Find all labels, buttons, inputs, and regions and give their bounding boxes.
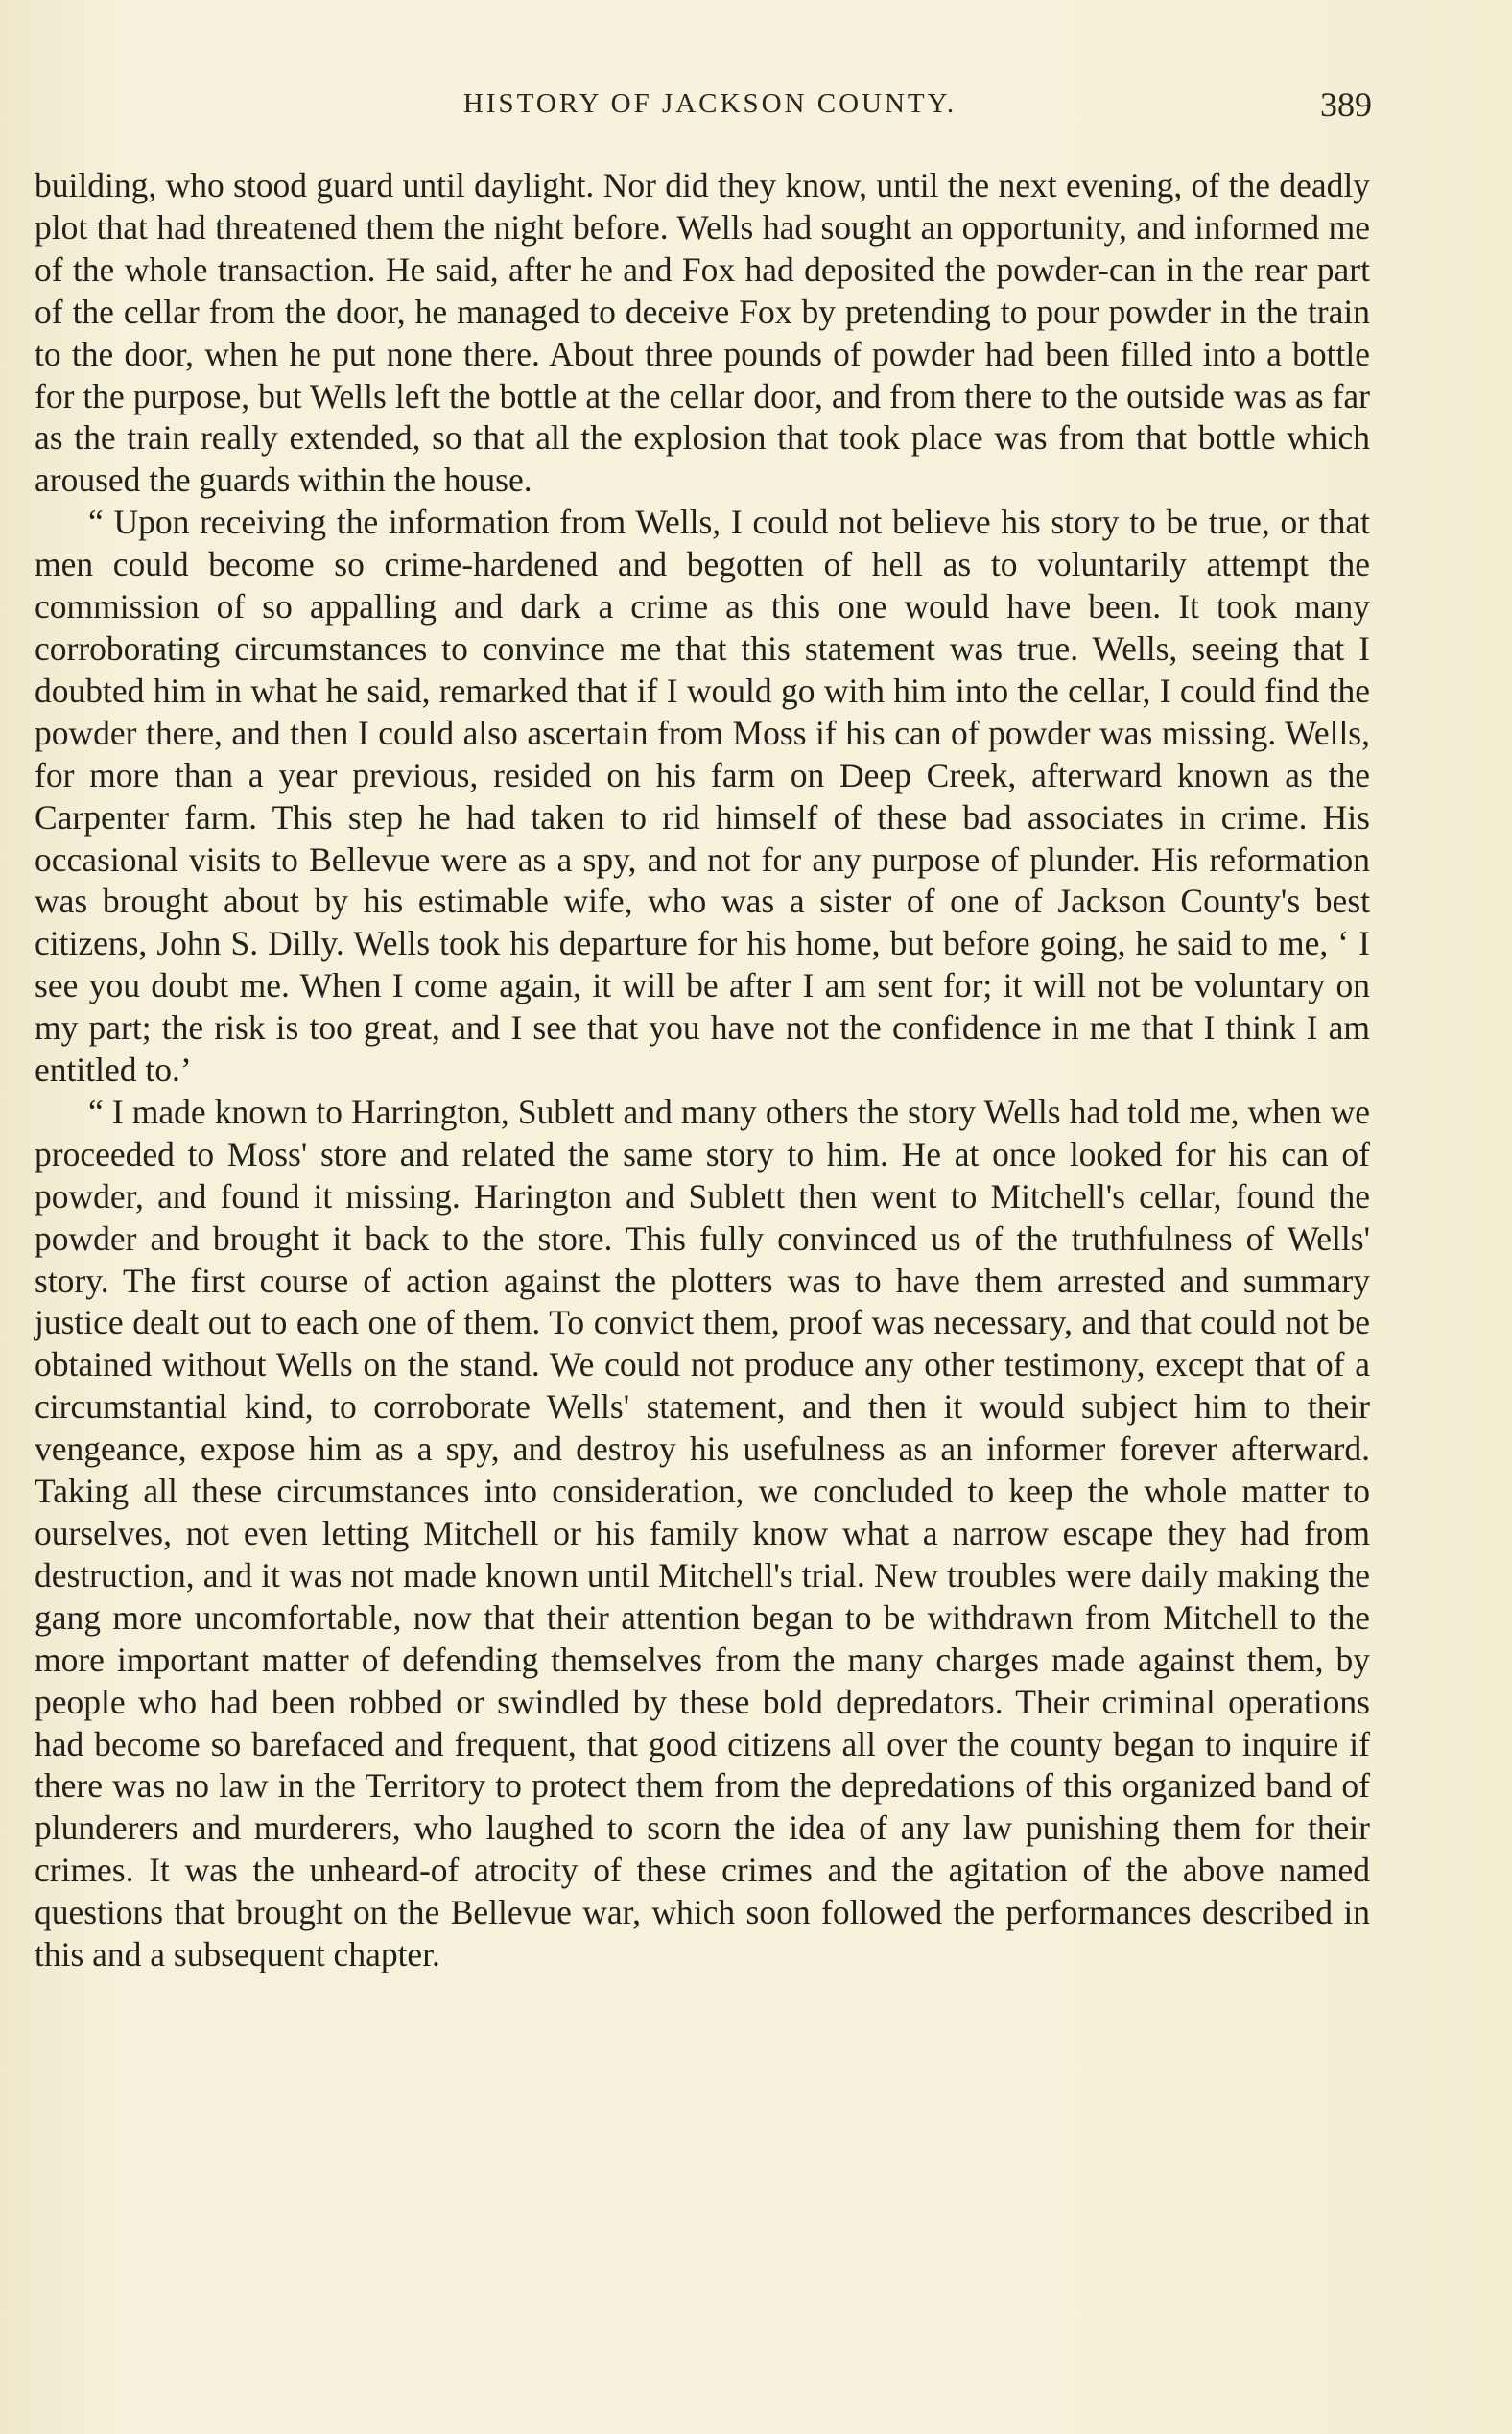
paragraph: “ I made known to Harrington, Sublett and many others the story Wells had told me, when we proceeded to Moss' store and related the same story to him. He at once looked for his can of powder, and found it missing. Harington and Sublett then went to Mitchell's cellar, found the powder and brought it back to the store. This fully convinced us of the truthfulness of Wells' story. The first course of action against the plotters was to have them arrested and summary justice dealt out to each one of them. To convict them, proof was necessary, and that could not be obtained without Wells on the stand. We could not produce any other testimony, except that of a circumstantial kind, to corroborate Wells' statement, and then it would subject him to their vengeance, expose him as a spy, and destroy his usefulness as an informer forever afterward. Taking all these circumstances into consideration, we concluded to keep the whole matter to ourselves, not even letting Mitchell or his family know what a narrow escape they had from destruction, and it was not made known until Mitchell's trial. New troubles were daily making the gang more uncomfortable, now that their attention began to be withdrawn from Mitchell to the more important matter of defending themselves from the many charges made against them, by people who had been robbed or swindled by these bold depredators. Their criminal operations had become so barefaced and frequent, that good citizens all over the county began to inquire if there was no law in the Territory to protect them from the depredations of this organized band of plunderers and murderers, who laughed to scorn the idea of any law punishing them for their crimes. It was the unheard-of atrocity of these crimes and the agitation of the above named questions that brought on the Bellevue war, which soon followed the performances described in this and a subsequent chapter.: [35, 1092, 1370, 1974]
running-title: HISTORY OF JACKSON COUNTY.: [462, 88, 957, 119]
paragraph: “ Upon receiving the information from Wells, I could not believe his story to be true, or that men could become so crime-hardened and begotten of hell as to voluntarily attempt the commission of so appalling and dark a crime as this one would have been. It took many corroborating circumstances to convince me that this statement was true. Wells, seeing that I doubted him in what he said, remarked that if I would go with him into the cellar, I could find the powder there, and then I could also ascertain from Moss if his can of powder was missing. Wells, for more than a year previous, resided on his farm on Deep Creek, afterward known as the Carpenter farm. This step he had taken to rid himself of these bad associates in crime. His occasional visits to Bellevue were as a spy, and not for any purpose of plunder. His reformation was brought about by his estimable wife, who was a sister of one of Jackson County's best citizens, John S. Dilly. Wells took his departure for his home, but before going, he said to me, ‘ I see you doubt me. When I come again, it will be after I am sent for; it will not be voluntary on my part; the risk is too great, and I see that you have not the confidence in me that I think I am entitled to.’: [35, 503, 1370, 1090]
page-number: 389: [1320, 85, 1372, 124]
paragraph: building, who stood guard until daylight. Nor did they know, until the next evening, of the deadly plot that had threatened them the night before. Wells had sought an opportunity, and informed me of the whole transaction. He said, after he and Fox had deposited the powder-can in the rear part of the cellar from the door, he managed to deceive Fox by pretending to pour powder in the train to the door, when he put none there. About three pounds of powder had been filled into a bottle for the purpose, but Wells left the bottle at the cellar door, and from there to the outside was as far as the train really extended, so that all the explosion that took place was from that bottle which aroused the guards within the house.: [35, 166, 1370, 500]
running-header: [38, 85, 1372, 127]
body-text: [35, 165, 1370, 1976]
